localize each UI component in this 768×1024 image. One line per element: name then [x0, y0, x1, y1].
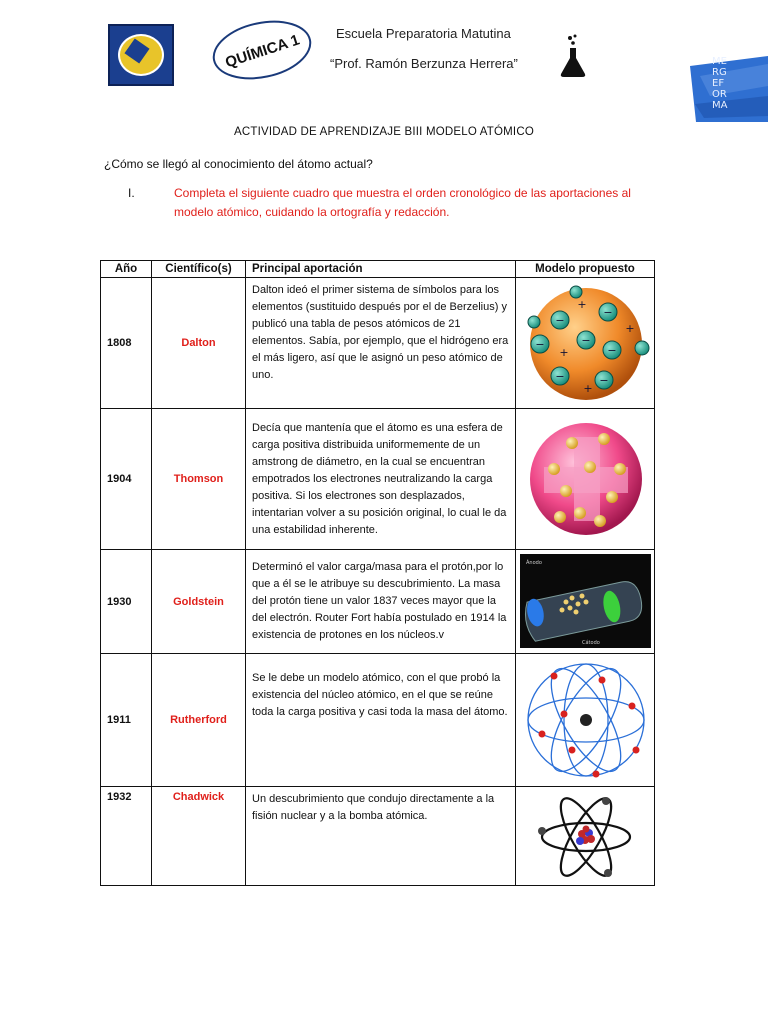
row-contribution: Un descubrimiento que condujo directamente a la fisión nuclear y a la bomba atómica.	[246, 787, 516, 886]
blue-banner	[690, 56, 768, 122]
flask-icon	[558, 34, 588, 78]
row-scientist: Rutherford	[152, 654, 246, 787]
atomic-model-table	[100, 260, 655, 886]
svg-text:+: +	[583, 382, 593, 395]
quimica-badge	[210, 18, 314, 82]
dalton-model-image	[516, 278, 655, 408]
row-scientist: Goldstein	[152, 550, 246, 654]
row-scientist: Thomson	[152, 409, 246, 550]
school-logo	[108, 24, 174, 86]
svg-text:−: −	[555, 370, 565, 383]
header-year: Año	[101, 261, 152, 278]
svg-text:−: −	[535, 338, 545, 351]
svg-text:−: −	[599, 374, 609, 387]
header-model: Modelo propuesto	[516, 261, 655, 278]
activity-question: ¿Cómo se llegó al conocimiento del átomo actual?	[104, 157, 373, 171]
table-row	[101, 654, 655, 787]
row-year: 1932	[101, 787, 152, 886]
cathode-label: Cátodo	[582, 640, 600, 646]
chadwick-model-image	[516, 787, 655, 885]
svg-text:+: +	[559, 346, 569, 359]
svg-text:−: −	[581, 334, 591, 347]
goldstein-tube-image	[516, 550, 655, 653]
table-row	[101, 278, 655, 409]
table-row	[101, 550, 655, 654]
banner-text: ME RG EF OR MA	[712, 56, 728, 111]
svg-text:+: +	[625, 322, 635, 335]
svg-text:−: −	[555, 314, 565, 327]
row-year: 1808	[101, 278, 152, 409]
row-contribution: Se le debe un modelo atómico, con el que probó la existencia del núcleo atómico, en el que se reúne toda la carga positiva y casi toda la masa del átomo.	[246, 654, 516, 787]
row-year: 1911	[101, 654, 152, 787]
activity-instruction: Completa el siguiente cuadro que muestra el orden cronológico de las aportaciones al modelo atómico, cuidando la ortografía y redacción.	[174, 186, 631, 219]
table-row	[101, 787, 655, 886]
row-contribution: Decía que mantenía que el átomo es una esfera de carga positiva distribuida uniformemente de un amstrong de diámetro, en la cual se encuentran empotrados los electrones neutralizando la carga positiva. Si los electrones son desplazados, intentarian volver a su posición original, lo cual le da una estabilidad inherente.	[246, 409, 516, 550]
row-contribution: Dalton ideó el primer sistema de símbolos para los elementos (sustituido después por el de Berzelius) y publicó una tabla de pesos atómicos de 21 elementos. Sabía, por ejemplo, que el hidrógeno era el más ligero, así que le asignó un peso atómico de uno.	[246, 278, 516, 409]
row-year: 1904	[101, 409, 152, 550]
rutherford-model-image	[516, 654, 655, 786]
row-year: 1930	[101, 550, 152, 654]
professor-name: “Prof. Ramón Berzunza Herrera”	[330, 56, 518, 71]
table-header-row	[101, 261, 655, 278]
svg-text:+: +	[577, 298, 587, 311]
thomson-model-image	[516, 409, 655, 549]
row-scientist: Dalton	[152, 278, 246, 409]
anode-label: Ánodo	[526, 560, 542, 566]
school-name: Escuela Preparatoria Matutina	[336, 26, 511, 41]
badge-text: QUÍMICA 1	[223, 31, 302, 72]
svg-text:−: −	[607, 344, 617, 357]
header-scientist: Científico(s)	[152, 261, 246, 278]
svg-text:−: −	[603, 306, 613, 319]
row-contribution: Determinó el valor carga/masa para el protón,por lo que a él se le atribuye su descubrimiento. La masa del protón tiene un valor 1837 veces mayor que la del electrón. Router Fort había postulado en 1914 la existencia de protones en los núcleos.v	[246, 550, 516, 654]
table-row	[101, 409, 655, 550]
row-scientist: Chadwick	[152, 787, 246, 886]
section-numeral: I.	[128, 186, 135, 200]
activity-title: ACTIVIDAD DE APRENDIZAJE BIII MODELO ATÓMICO	[234, 126, 534, 138]
header-contribution: Principal aportación	[246, 261, 516, 278]
